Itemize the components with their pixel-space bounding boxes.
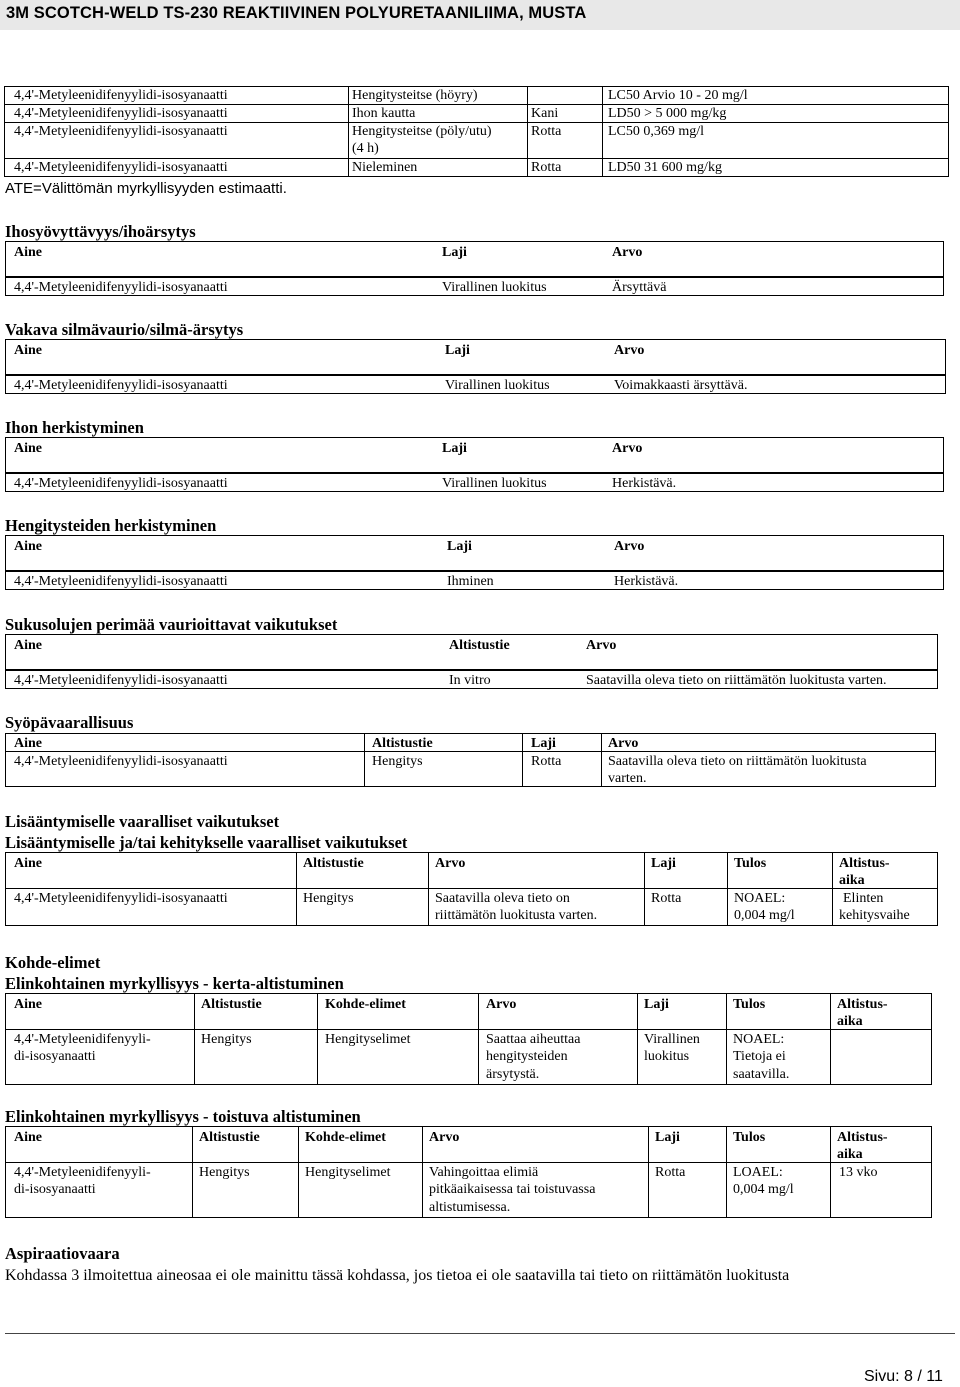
section-title-skin: Ihosyövyttävyys/ihoärsytys bbox=[5, 222, 196, 241]
col-header: Aine bbox=[14, 856, 42, 871]
table-cell: 4,4'-Metyleenidifenyylidi-isosyanaatti bbox=[14, 574, 228, 589]
acute-cell: LC50 0,369 mg/l bbox=[608, 124, 705, 139]
document-title: 3M SCOTCH-WELD TS-230 REAKTIIVINEN POLYURETAANILIIMA, MUSTA bbox=[6, 4, 587, 22]
col-header: Arvo bbox=[612, 245, 643, 260]
acute-cell: Hengitysteitse (pöly/utu) bbox=[352, 124, 492, 139]
col-header: Aine bbox=[14, 245, 42, 260]
table-cell: 4,4'-Metyleenidifenyylidi-isosyanaatti bbox=[14, 891, 228, 906]
eye-header-box bbox=[5, 339, 946, 375]
table-cell: altistumisessa. bbox=[429, 1200, 511, 1215]
table-cell: 4,4'-Metyleenidifenyylidi-isosyanaatti bbox=[14, 754, 228, 769]
section-title-carcino: Syöpävaarallisuus bbox=[5, 713, 134, 732]
acute-cell: Rotta bbox=[531, 124, 562, 139]
skin-header-box bbox=[5, 241, 944, 277]
acute-cell: 4,4'-Metyleenidifenyylidi-isosyanaatti bbox=[14, 160, 228, 175]
acute-cell: Ihon kautta bbox=[352, 106, 416, 121]
col-header: Altistus- bbox=[839, 856, 890, 871]
table-cell: Vahingoittaa elimiä bbox=[429, 1165, 539, 1180]
section-subtitle-repro: Lisääntymiselle ja/tai kehitykselle vaaralliset vaikutukset bbox=[5, 833, 408, 852]
table-cell: Ihminen bbox=[447, 574, 494, 589]
acute-cell: 4,4'-Metyleenidifenyylidi-isosyanaatti bbox=[14, 124, 228, 139]
col-header: Laji bbox=[442, 245, 467, 260]
col-header: Laji bbox=[531, 736, 556, 751]
table-cell: Herkistävä. bbox=[614, 574, 679, 589]
col-header: Tulos bbox=[733, 1130, 766, 1145]
table-cell: Tietoja ei bbox=[733, 1049, 786, 1064]
col-header: Arvo bbox=[614, 539, 645, 554]
section-title-eye: Vakava silmävaurio/silmä-ärsytys bbox=[5, 320, 244, 339]
acute-cell: Kani bbox=[531, 106, 559, 121]
table-cell: Herkistävä. bbox=[612, 476, 677, 491]
table-cell: riittämätön luokitusta varten. bbox=[435, 908, 598, 923]
acute-cell: Nieleminen bbox=[352, 160, 418, 175]
table-cell: Virallinen bbox=[644, 1032, 700, 1047]
col-header: Arvo bbox=[586, 638, 617, 653]
acute-cell: 4,4'-Metyleenidifenyylidi-isosyanaatti bbox=[14, 88, 228, 103]
table-cell: Virallinen luokitus bbox=[445, 378, 550, 393]
table-cell: Virallinen luokitus bbox=[442, 476, 547, 491]
table-cell: saatavilla. bbox=[733, 1067, 790, 1082]
col-header: aika bbox=[837, 1014, 863, 1029]
table-cell: 4,4'-Metyleenidifenyylidi-isosyanaatti bbox=[14, 673, 228, 688]
table-cell: 4,4'-Metyleenidifenyylidi-isosyanaatti bbox=[14, 476, 228, 491]
section-title-aspiration: Aspiraatiovaara bbox=[5, 1244, 120, 1263]
table-cell: 4,4'-Metyleenidifenyyli- bbox=[14, 1032, 151, 1047]
col-header: Arvo bbox=[429, 1130, 460, 1145]
col-header: Aine bbox=[14, 997, 42, 1012]
table-cell: Saattaa aiheuttaa bbox=[486, 1032, 581, 1047]
col-header: aika bbox=[839, 873, 865, 888]
col-header: Kohde-elimet bbox=[305, 1130, 386, 1145]
col-header: Altistustie bbox=[303, 856, 364, 871]
col-header: Arvo bbox=[614, 343, 645, 358]
table-cell: Rotta bbox=[655, 1165, 686, 1180]
col-header: Altistustie bbox=[449, 638, 510, 653]
table-cell: 0,004 mg/l bbox=[734, 908, 795, 923]
col-header: Laji bbox=[655, 1130, 680, 1145]
table-cell: Hengitys bbox=[199, 1165, 250, 1180]
col-header: Altistus- bbox=[837, 997, 888, 1012]
col-header: Laji bbox=[445, 343, 470, 358]
col-header: Altistustie bbox=[201, 997, 262, 1012]
table-cell: ärsytystä. bbox=[486, 1067, 540, 1082]
table-cell: luokitus bbox=[644, 1049, 690, 1064]
table-cell: 4,4'-Metyleenidifenyylidi-isosyanaatti bbox=[14, 280, 228, 295]
table-cell: varten. bbox=[608, 771, 647, 786]
document-header bbox=[0, 0, 960, 30]
col-header: Tulos bbox=[734, 856, 767, 871]
acute-cell: (4 h) bbox=[352, 141, 379, 156]
col-header: Aine bbox=[14, 441, 42, 456]
table-cell: 4,4'-Metyleenidifenyyli- bbox=[14, 1165, 151, 1180]
col-header: Arvo bbox=[608, 736, 639, 751]
skin-sens-header-box bbox=[5, 437, 944, 473]
section-title-target: Kohde-elimet bbox=[5, 953, 101, 972]
col-header: Laji bbox=[651, 856, 676, 871]
col-header: Kohde-elimet bbox=[325, 997, 406, 1012]
col-header: Altistustie bbox=[372, 736, 433, 751]
table-cell: Saatavilla oleva tieto on riittämätön luokitusta varten. bbox=[586, 673, 887, 688]
table-cell: Hengitys bbox=[201, 1032, 252, 1047]
table-cell: di-isosyanaatti bbox=[14, 1049, 96, 1064]
section-title-target-repeat: Elinkohtainen myrkyllisyys - toistuva altistuminen bbox=[5, 1107, 361, 1126]
col-header: Aine bbox=[14, 539, 42, 554]
table-cell: di-isosyanaatti bbox=[14, 1182, 96, 1197]
table-cell: NOAEL: bbox=[734, 891, 786, 906]
table-cell: hengitysteiden bbox=[486, 1049, 568, 1064]
col-header: Arvo bbox=[435, 856, 466, 871]
section-title-resp-sens: Hengitysteiden herkistyminen bbox=[5, 516, 217, 535]
page-number: Sivu: 8 / 11 bbox=[864, 1368, 943, 1385]
footer-divider bbox=[5, 1333, 955, 1334]
table-cell: Saatavilla oleva tieto on bbox=[435, 891, 570, 906]
section-title-skin-sens: Ihon herkistyminen bbox=[5, 418, 144, 437]
table-cell: NOAEL: bbox=[733, 1032, 785, 1047]
acute-cell: LD50 31 600 mg/kg bbox=[608, 160, 722, 175]
col-header: Laji bbox=[442, 441, 467, 456]
table-cell: Hengityselimet bbox=[325, 1032, 411, 1047]
col-header: Altistus- bbox=[837, 1130, 888, 1145]
col-header: Aine bbox=[14, 1130, 42, 1145]
acute-cell: 4,4'-Metyleenidifenyylidi-isosyanaatti bbox=[14, 106, 228, 121]
table-cell: Rotta bbox=[531, 754, 562, 769]
table-cell: Virallinen luokitus bbox=[442, 280, 547, 295]
resp-sens-header-box bbox=[5, 535, 944, 571]
table-cell: pitkäaikaisessa tai toistuvassa bbox=[429, 1182, 596, 1197]
table-cell: 4,4'-Metyleenidifenyylidi-isosyanaatti bbox=[14, 378, 228, 393]
table-cell: LOAEL: bbox=[733, 1165, 783, 1180]
col-header: Laji bbox=[644, 997, 669, 1012]
table-cell: Elinten bbox=[843, 891, 884, 906]
col-header: Tulos bbox=[733, 997, 766, 1012]
col-header: Arvo bbox=[612, 441, 643, 456]
table-cell: 0,004 mg/l bbox=[733, 1182, 794, 1197]
col-header: Altistustie bbox=[199, 1130, 260, 1145]
col-header: aika bbox=[837, 1147, 863, 1162]
aspiration-text: Kohdassa 3 ilmoitettua aineosaa ei ole mainittu tässä kohdassa, jos tietoa ei ole saatavilla tai tieto on riittämätön luokitusta bbox=[5, 1267, 790, 1284]
table-cell: Hengitys bbox=[372, 754, 423, 769]
acute-cell: LC50 Arvio 10 - 20 mg/l bbox=[608, 88, 748, 103]
table-cell: Saatavilla oleva tieto on riittämätön luokitusta bbox=[608, 754, 867, 769]
col-header: Aine bbox=[14, 638, 42, 653]
table-cell: In vitro bbox=[449, 673, 491, 688]
acute-cell: Rotta bbox=[531, 160, 562, 175]
acute-cell: LD50 > 5 000 mg/kg bbox=[608, 106, 727, 121]
table-cell: 13 vko bbox=[839, 1165, 878, 1180]
col-header: Aine bbox=[14, 343, 42, 358]
table-cell: Hengityselimet bbox=[305, 1165, 391, 1180]
table-cell: Voimakkaasti ärsyttävä. bbox=[614, 378, 748, 393]
col-header: Laji bbox=[447, 539, 472, 554]
acute-cell: Hengitysteitse (höyry) bbox=[352, 88, 478, 103]
table-cell: kehitysvaihe bbox=[839, 908, 910, 923]
ate-note: ATE=Välittömän myrkyllisyyden estimaatti. bbox=[5, 180, 287, 197]
section-title-repro: Lisääntymiselle vaaralliset vaikutukset bbox=[5, 812, 280, 831]
table-cell: Ärsyttävä bbox=[612, 280, 667, 295]
table-cell: Rotta bbox=[651, 891, 682, 906]
table-cell: Hengitys bbox=[303, 891, 354, 906]
col-header: Aine bbox=[14, 736, 42, 751]
section-subtitle-target-single: Elinkohtainen myrkyllisyys - kerta-altistuminen bbox=[5, 974, 344, 993]
section-title-mutagen: Sukusolujen perimää vaurioittavat vaikutukset bbox=[5, 615, 338, 634]
col-header: Arvo bbox=[486, 997, 517, 1012]
